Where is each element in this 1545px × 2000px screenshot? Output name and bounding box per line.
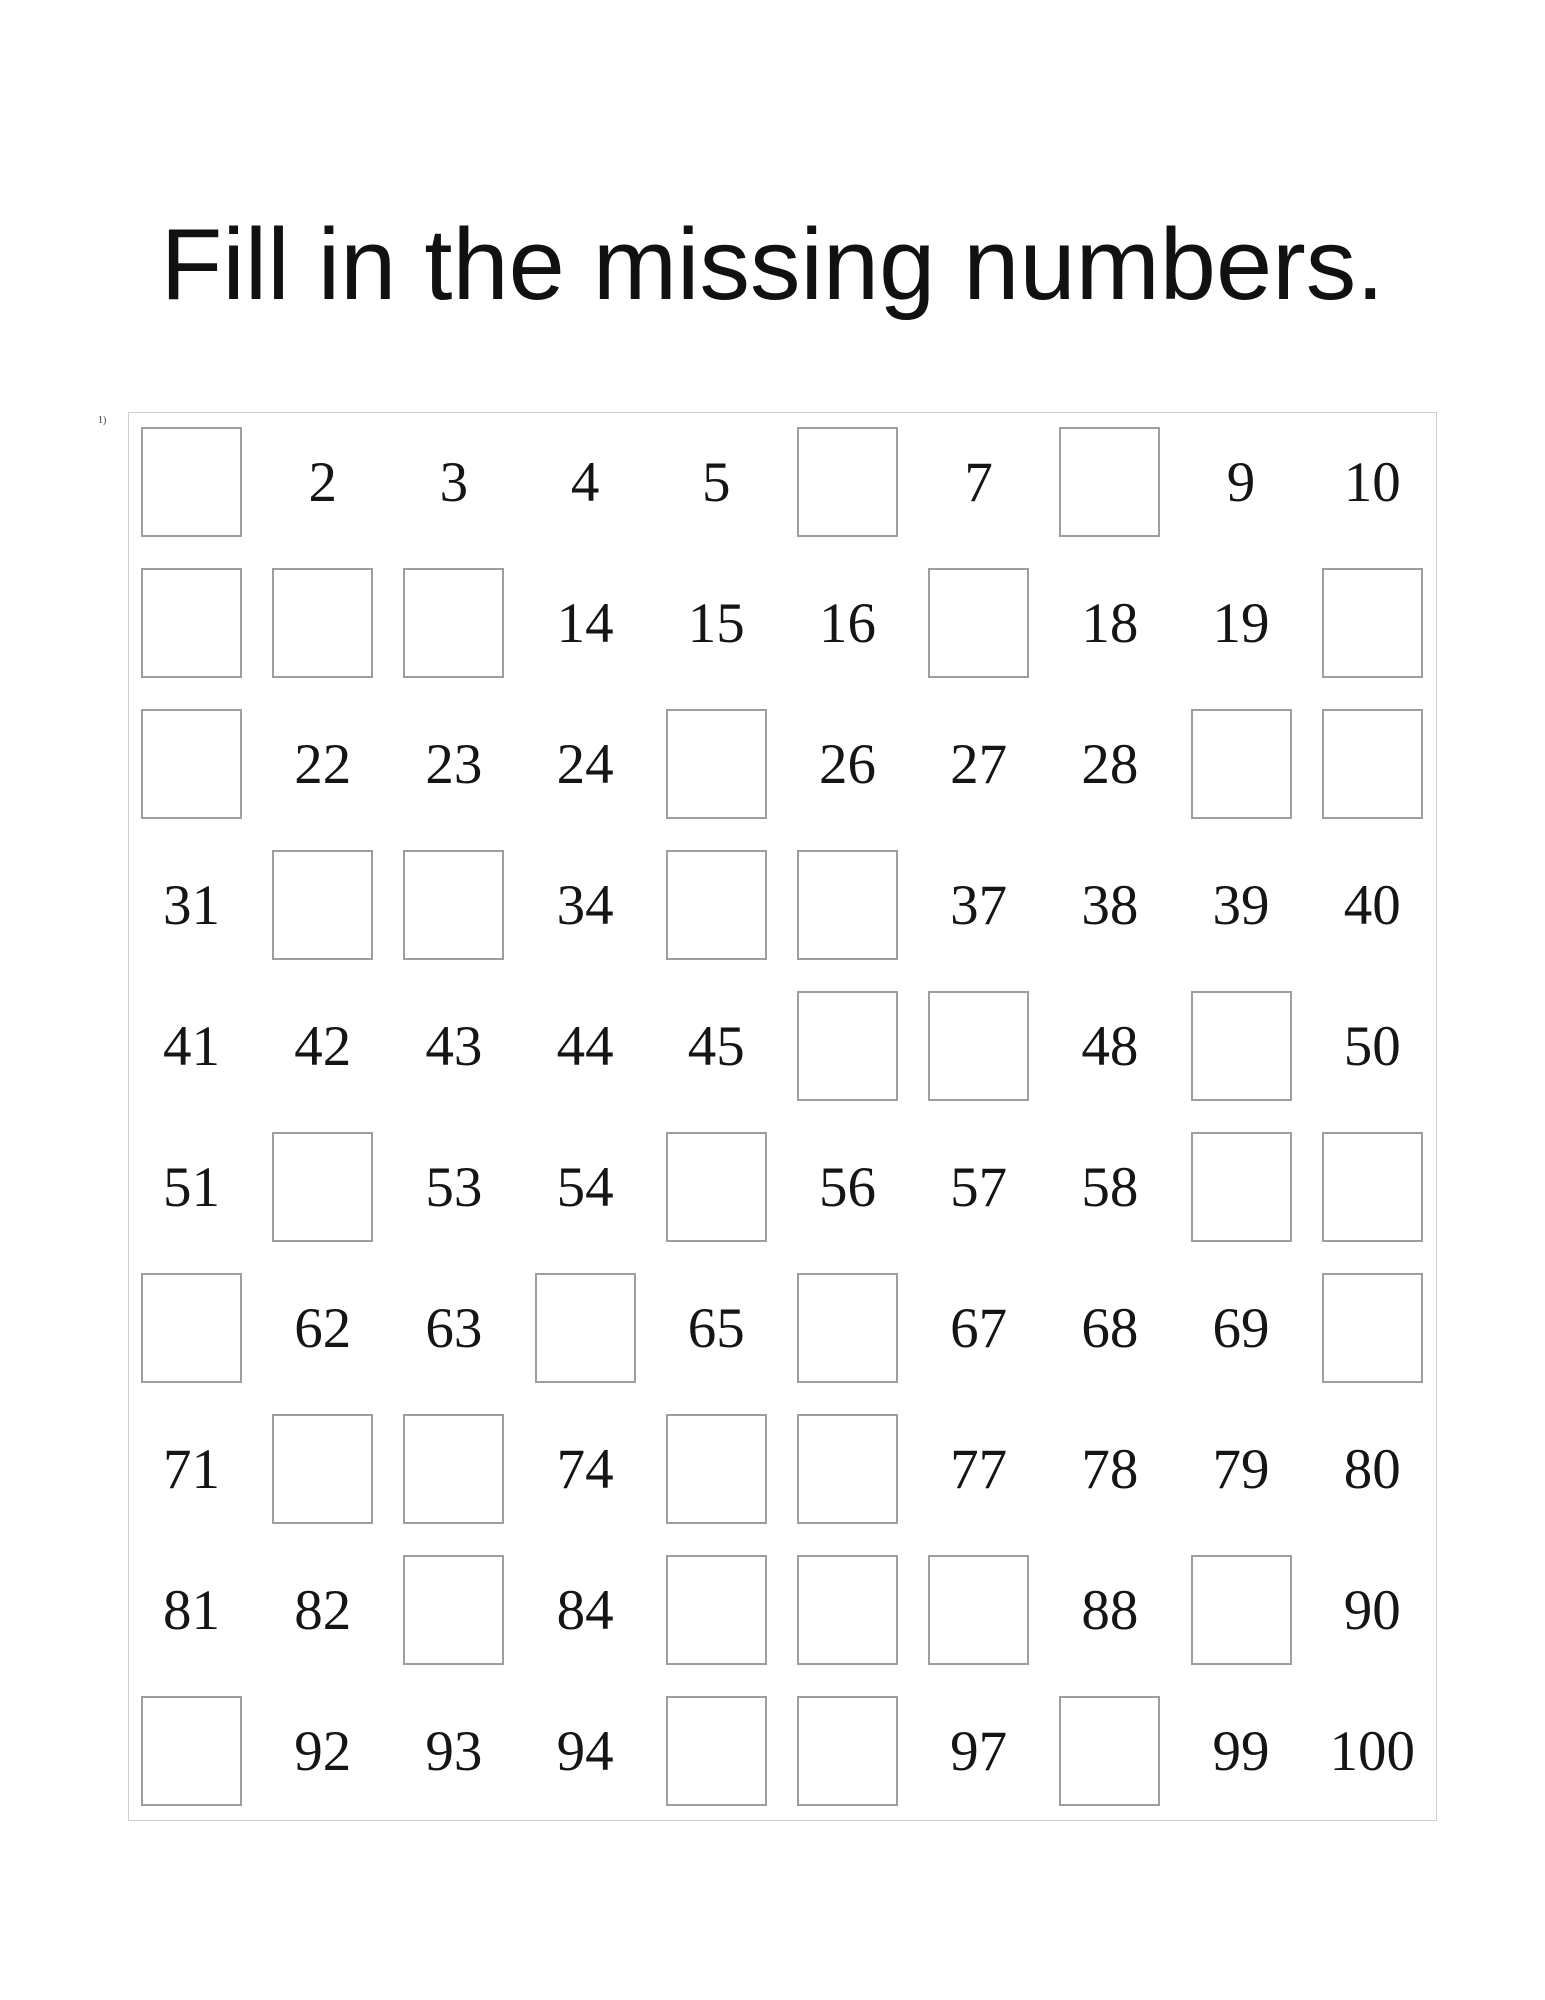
answer-box[interactable] [1191, 991, 1292, 1101]
given-number-cell [1322, 427, 1423, 537]
given-number-cell [272, 1273, 373, 1383]
given-number: 14 [556, 591, 614, 655]
answer-box[interactable] [797, 991, 898, 1101]
given-number-cell [797, 709, 898, 819]
given-number-cell [403, 1696, 504, 1806]
given-number: 68 [1081, 1296, 1139, 1360]
given-number: 3 [439, 450, 469, 514]
given-number-cell [928, 1273, 1029, 1383]
given-number: 2 [308, 450, 337, 514]
given-number-cell [1059, 991, 1160, 1101]
given-number-cell [1322, 1414, 1423, 1524]
given-number-cell [1191, 427, 1292, 537]
given-number: 80 [1343, 1437, 1401, 1501]
given-number: 88 [1081, 1578, 1139, 1642]
given-number: 51 [163, 1155, 220, 1219]
given-number-cell [1191, 850, 1292, 960]
given-number-cell [1191, 1696, 1292, 1806]
answer-box[interactable] [1059, 427, 1160, 537]
given-number: 26 [818, 732, 876, 796]
answer-box[interactable] [1191, 709, 1292, 819]
given-number-cell [141, 1555, 242, 1665]
answer-box[interactable] [666, 1132, 767, 1242]
given-number-cell [535, 991, 636, 1101]
given-number-cell [1322, 850, 1423, 960]
given-number: 69 [1212, 1296, 1270, 1360]
given-number: 50 [1343, 1014, 1401, 1078]
answer-box[interactable] [928, 568, 1029, 678]
given-number: 94 [556, 1719, 614, 1783]
question-number: 1) [98, 415, 107, 426]
given-number-cell [928, 850, 1029, 960]
given-number: 31 [163, 873, 220, 937]
answer-box[interactable] [1322, 1273, 1423, 1383]
given-number-cell [928, 427, 1029, 537]
given-number: 65 [687, 1296, 745, 1360]
given-number-cell [928, 709, 1029, 819]
given-number-cell [141, 850, 242, 960]
answer-box[interactable] [141, 709, 242, 819]
given-number-cell [272, 991, 373, 1101]
given-number: 10 [1343, 450, 1401, 514]
answer-box[interactable] [1322, 568, 1423, 678]
given-number: 15 [687, 591, 745, 655]
given-number-cell [1322, 1555, 1423, 1665]
answer-box[interactable] [272, 850, 373, 960]
given-number: 38 [1081, 873, 1139, 937]
given-number-cell [666, 991, 767, 1101]
given-number-cell [1322, 991, 1423, 1101]
given-number: 67 [950, 1296, 1008, 1360]
worksheet-title: Fill in the missing numbers. [160, 209, 1385, 321]
given-number: 97 [950, 1719, 1008, 1783]
given-number: 44 [556, 1014, 614, 1078]
given-number: 5 [702, 450, 731, 514]
answer-box[interactable] [272, 568, 373, 678]
answer-box[interactable] [141, 427, 242, 537]
given-number-cell [403, 709, 504, 819]
given-number: 92 [294, 1719, 352, 1783]
given-number-cell [797, 568, 898, 678]
given-number-cell [1059, 709, 1160, 819]
answer-box[interactable] [928, 991, 1029, 1101]
answer-box[interactable] [666, 1555, 767, 1665]
given-number-cell [1191, 1414, 1292, 1524]
given-number-cell [403, 991, 504, 1101]
answer-box[interactable] [141, 1273, 242, 1383]
given-number-cell [1059, 850, 1160, 960]
given-number-cell [403, 1273, 504, 1383]
given-number-cell [535, 709, 636, 819]
given-number: 90 [1343, 1578, 1401, 1642]
given-number-cell [403, 1132, 504, 1242]
given-number: 18 [1081, 591, 1139, 655]
given-number: 23 [425, 732, 483, 796]
given-number-cell [666, 427, 767, 537]
given-number: 27 [950, 732, 1008, 796]
answer-box[interactable] [403, 1555, 504, 1665]
given-number-cell [535, 1414, 636, 1524]
answer-box[interactable] [403, 1414, 504, 1524]
given-number-cell [1059, 1132, 1160, 1242]
given-number: 22 [294, 732, 352, 796]
given-number-cell [1191, 1273, 1292, 1383]
given-number: 9 [1226, 450, 1256, 514]
given-number-cell [535, 427, 636, 537]
given-number-cell [535, 850, 636, 960]
given-number: 77 [950, 1437, 1008, 1501]
given-number-cell [403, 427, 504, 537]
answer-box[interactable] [797, 850, 898, 960]
answer-box[interactable] [141, 1696, 242, 1806]
given-number: 57 [950, 1155, 1008, 1219]
given-number-cell [141, 1132, 242, 1242]
answer-box[interactable] [1059, 1696, 1160, 1806]
given-number: 42 [294, 1014, 352, 1078]
answer-box[interactable] [535, 1273, 636, 1383]
given-number: 71 [163, 1437, 220, 1501]
given-number-cell [797, 1132, 898, 1242]
given-number-cell [928, 1696, 1029, 1806]
given-number: 78 [1081, 1437, 1139, 1501]
answer-box[interactable] [141, 568, 242, 678]
given-number: 63 [425, 1296, 483, 1360]
given-number: 99 [1212, 1719, 1270, 1783]
given-number-cell [666, 1273, 767, 1383]
given-number: 7 [964, 450, 993, 514]
given-number: 81 [163, 1578, 220, 1642]
answer-box[interactable] [797, 1273, 898, 1383]
given-number-cell [272, 1555, 373, 1665]
given-number-cell [535, 1132, 636, 1242]
given-number: 56 [818, 1155, 876, 1219]
given-number: 37 [950, 873, 1008, 937]
answer-box[interactable] [797, 1414, 898, 1524]
given-number: 58 [1081, 1155, 1139, 1219]
given-number-cell [928, 1414, 1029, 1524]
answer-box[interactable] [666, 1414, 767, 1524]
given-number-cell [1322, 1696, 1423, 1806]
given-number-cell [1059, 1555, 1160, 1665]
given-number: 74 [556, 1437, 614, 1501]
given-number-cell [535, 1555, 636, 1665]
given-number: 4 [570, 450, 600, 514]
given-number-cell [1059, 1273, 1160, 1383]
given-number: 93 [425, 1719, 483, 1783]
given-number: 34 [556, 873, 614, 937]
given-number: 16 [818, 591, 876, 655]
answer-box[interactable] [1191, 1132, 1292, 1242]
given-number: 40 [1343, 873, 1401, 937]
answer-box[interactable] [272, 1132, 373, 1242]
given-number-cell [535, 1696, 636, 1806]
given-number-cell [666, 568, 767, 678]
answer-box[interactable] [797, 1555, 898, 1665]
number-grid [141, 427, 1424, 1806]
answer-box[interactable] [403, 568, 504, 678]
given-number: 54 [556, 1155, 614, 1219]
given-number: 39 [1212, 873, 1270, 937]
given-number: 28 [1081, 732, 1139, 796]
given-number: 19 [1212, 591, 1270, 655]
answer-box[interactable] [1191, 1555, 1292, 1665]
given-number: 45 [687, 1014, 745, 1078]
given-number-cell [272, 709, 373, 819]
given-number-cell [272, 1696, 373, 1806]
given-number: 48 [1081, 1014, 1139, 1078]
answer-box[interactable] [1322, 1132, 1423, 1242]
given-number: 53 [425, 1155, 483, 1219]
given-number-cell [141, 991, 242, 1101]
given-number: 41 [163, 1014, 220, 1078]
answer-box[interactable] [928, 1555, 1029, 1665]
answer-box[interactable] [666, 850, 767, 960]
given-number-cell [535, 568, 636, 678]
answer-box[interactable] [797, 1696, 898, 1806]
given-number: 79 [1212, 1437, 1270, 1501]
given-number: 43 [425, 1014, 483, 1078]
answer-box[interactable] [666, 1696, 767, 1806]
given-number-cell [1059, 568, 1160, 678]
answer-box[interactable] [797, 427, 898, 537]
answer-box[interactable] [272, 1414, 373, 1524]
answer-box[interactable] [403, 850, 504, 960]
given-number: 82 [294, 1578, 352, 1642]
given-number: 24 [556, 732, 614, 796]
answer-box[interactable] [1322, 709, 1423, 819]
given-number-cell [928, 1132, 1029, 1242]
answer-box[interactable] [666, 709, 767, 819]
given-number-cell [1059, 1414, 1160, 1524]
given-number: 62 [294, 1296, 352, 1360]
given-number: 100 [1329, 1719, 1415, 1783]
given-number-cell [141, 1414, 242, 1524]
given-number-cell [272, 427, 373, 537]
given-number: 84 [556, 1578, 614, 1642]
given-number-cell [1191, 568, 1292, 678]
